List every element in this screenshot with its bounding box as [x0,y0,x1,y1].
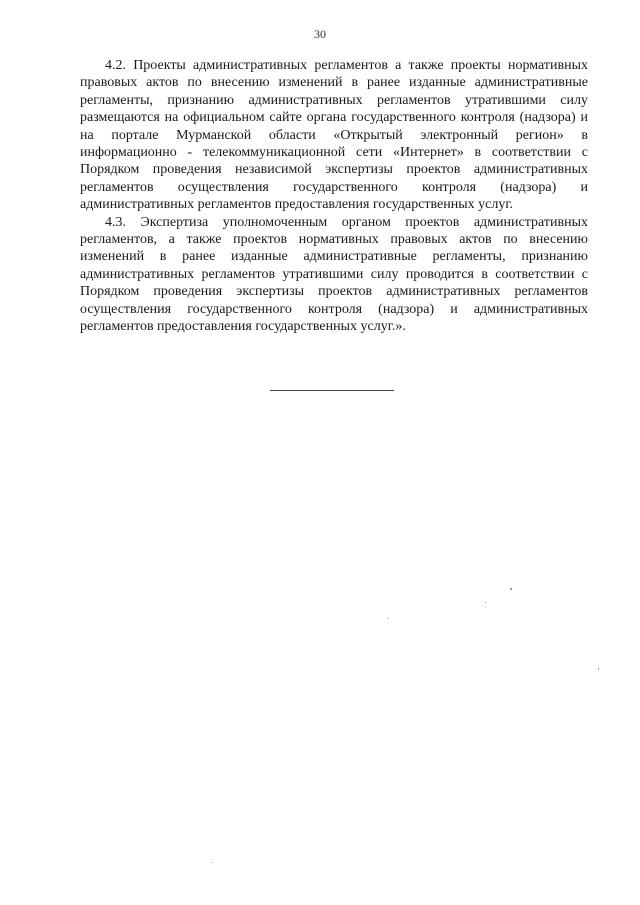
end-separator-line [270,390,394,391]
scan-speck [212,862,213,863]
paragraph-4-2: 4.2. Проекты административных регламентов а также проекты нормативных правовых актов по внесению изменений в ранее изданные административные регламенты, признанию административных регламентов утратившими силу размещаются на официальном сайте органа государственного контроля (надзора) и на портале Мурманской области «Открытый электронный регион» в информационно - телекоммуникационной сети «Интернет» в соответствии с Порядком проведения независимой экспертизы проектов административных регламентов осуществления государственного контроля (надзора) и административных регламентов предоставления государственных услуг. [80,58,588,213]
scan-speck [485,602,486,603]
scan-speck [388,618,389,619]
page-number: 30 [314,27,326,41]
scan-speck [510,588,512,590]
document-body [80,57,588,336]
scan-speck [598,668,599,670]
paragraph-4-3: 4.3. Экспертиза уполномоченным органом проектов административных регламентов, а также проектов нормативных правовых актов по внесению изменений в ранее изданные административные регламенты, признанию административных регламентов утратившими силу проводится в соответствии с Порядком проведения экспертизы проектов административных регламентов осуществления государственного контроля (надзора) и административных регламентов предоставления государственных услуг.». [80,214,588,335]
